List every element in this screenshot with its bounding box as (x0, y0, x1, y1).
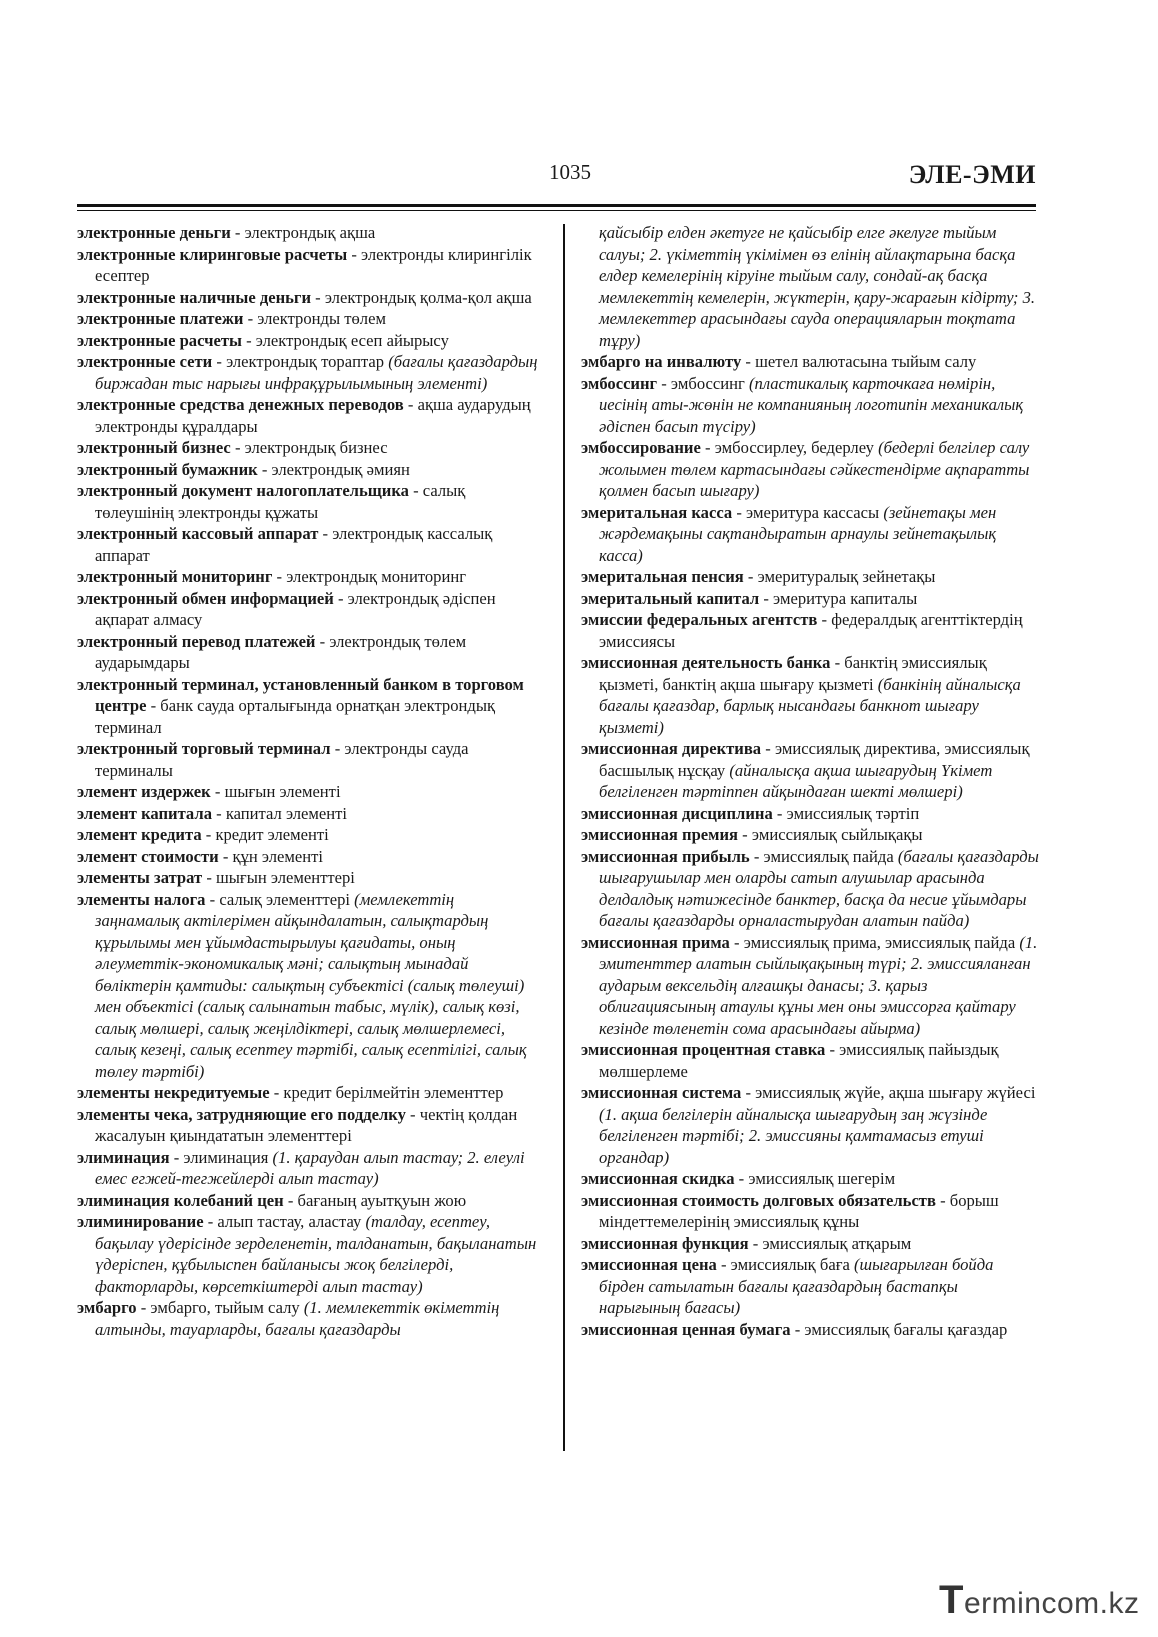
entry-note: (мемлекеттің заңнамалық актілерімен айқындалатын, салықтардың құрылымы мен ұйымдастырылуы қағидаты, оның әлеуметтік-экономикалық мәні; салықтың мынадай бөліктерін қамтиды: салықтың субъектісі (салық төлеуші) мен объектісі (салық салынатын табыс, мүлік), салық көзі, салық мөлшері, салық жеңілдіктері, салық мөлшерлемесі, салық кезеңі, салық есептеу тәртібі, салық есептілігі, салық төлеу тәртібі) (95, 889, 527, 1081)
entry-note: (шығарылған бойда бірден сатылатын бағалы қағаздардың бастапқы нарығының бағасы) (599, 1255, 994, 1317)
entry-translation: электрондық торaптар (226, 352, 389, 371)
dictionary-entry (581, 846, 1041, 932)
logo-mark: T (939, 1578, 964, 1622)
entry-separator: - (408, 481, 423, 500)
entry-term: эмиссионная процентная ставка (581, 1040, 826, 1059)
entry-separator: - (790, 1319, 805, 1339)
entry-term: эмеритальный капитал (581, 588, 760, 608)
dictionary-entry (77, 244, 542, 287)
dictionary-entry (77, 566, 542, 588)
entry-translation: банктің эмиссиялық қызметі, банктің ақша шығару қызметі (599, 653, 987, 694)
entry-term: эмбоссинг (581, 373, 658, 393)
entry-note: (бағалы қағаздарды шығарушылар мен оларды сатып алушылар арасында делдалдық нәтижесінде банктер, басқа да несие ұйымдары бағалы қағаздарды орналастырудан алатын пайда) (599, 846, 1039, 930)
dictionary-entry (77, 351, 542, 394)
entry-note: (1. мемлекеттік өкіметтің алтынды, тауарларды, бағалы қағаздарды (95, 1298, 500, 1339)
entry-separator: - (315, 631, 330, 651)
entry-translation: шығын элементі (224, 782, 341, 801)
entry-separator: - (759, 588, 774, 608)
dictionary-entry (77, 1082, 542, 1104)
entry-term: электронные платежи (77, 309, 244, 328)
entry-term: электронные наличные деньги (77, 287, 312, 307)
entry-term: эмиссионная цена (581, 1255, 717, 1274)
entry-separator: - (205, 889, 220, 909)
entry-separator: - (830, 653, 845, 672)
entry-note: (1. ақша белгілерін айналысқа шығарудың заң жүзінде белгіленген тәртібі; 2. эмиссияны қамтамасыз етуші органдар) (599, 1104, 988, 1167)
entry-term: элиминация колебаний цен (77, 1190, 284, 1210)
entry-note: (бедерлі белгілер салу жолымен төлем картасындағы сәйкестендірме ақпаратты қолмен басып шығару) (599, 438, 1030, 500)
entry-translation: шетел валютасына тыйым салу (755, 352, 977, 371)
entry-translation: электронды сауда терминалы (95, 739, 469, 780)
entry-note: (айналысқа ақша шығарудың Үкімет белгіленген тәртіппен айқындаған шекті мөлшері) (599, 760, 993, 801)
dictionary-entry (581, 1168, 1041, 1190)
entry-term: эмиссионная премия (581, 825, 739, 844)
entry-translation: электронды төлем (257, 309, 386, 328)
dictionary-entry (581, 502, 1041, 567)
entry-translation: эмиссиялық шегерім (748, 1169, 896, 1188)
entry-term: эмиссионная система (581, 1083, 742, 1102)
entry-note: (талдау, есептеу, бақылау үдерісінде зерделенетін, талданатын, бақыланатын үдеріспен, құбылыспен байланысы жоқ белгілерді, факторларды, көрсеткіштерді алып тастау) (95, 1212, 537, 1296)
entry-separator: - (269, 1083, 284, 1102)
dictionary-entry (77, 846, 542, 868)
entry-translation: эмиссиялық сыйлықақы (751, 825, 923, 844)
dictionary-entry (581, 1039, 1041, 1082)
entry-separator: - (700, 438, 715, 457)
entry-term: эмиссионная стоимость долговых обязательств (581, 1190, 936, 1210)
dictionary-entry (77, 222, 542, 244)
entry-translation: эмиссиялық прима, эмиссиялық пайда (743, 932, 1020, 952)
entry-translation: эмиссиялық пайда (763, 846, 898, 866)
entry-translation: капитал элементі (225, 803, 348, 823)
entry-translation: электрондық ақша (244, 223, 376, 242)
entry-separator: - (311, 287, 325, 307)
entry-separator: - (405, 1104, 420, 1124)
entry-translation: электрондық есеп айырысу (255, 330, 449, 350)
entry-separator: - (241, 330, 256, 350)
entry-translation: электронды клирингілік есептер (95, 244, 532, 285)
entry-term: эмиссионная директива (581, 739, 762, 758)
header-rule-thin (77, 210, 1036, 211)
entry-term: электронные деньги (77, 223, 231, 242)
entry-translation: эмбоссирлеу, бедерлеу (714, 438, 879, 457)
entry-separator: - (210, 782, 225, 801)
dictionary-entry (581, 1254, 1041, 1319)
entry-translation: эмеритуралық зейнетақы (757, 567, 936, 586)
dictionary-entry (581, 652, 1041, 738)
dictionary-entry (581, 932, 1041, 1040)
entry-translation: эмбарго, тыйым салу (150, 1298, 304, 1317)
dictionary-entry (77, 803, 542, 825)
entry-translation: банк сауда орталығында орнатқан электрондық терминал (95, 696, 496, 737)
entry-translation: федералдық агенттіктердің эмиссиясы (599, 610, 1023, 651)
entry-separator: - (403, 395, 418, 414)
entry-translation: эмиссиялық тәртіп (786, 803, 920, 823)
dictionary-entry (581, 588, 1041, 610)
dictionary-entry (77, 308, 542, 330)
entry-term: эмиссионная прима (581, 932, 730, 952)
entry-note: (1. қараудан алып тастау; 2. елеулі емес егжей-тегжейлерді алып тастау) (95, 1147, 525, 1188)
entry-separator: - (212, 803, 226, 823)
dictionary-entry (77, 330, 542, 352)
entry-translation: эмиссиялық бағалы қағаздар (804, 1319, 1008, 1339)
dictionary-entry (77, 781, 542, 803)
logo-text: ermincom.kz (963, 1587, 1140, 1620)
entry-separator: - (761, 739, 775, 758)
entry-translation: эмеритура капиталы (773, 588, 918, 608)
entry-term: электронный перевод платежей (77, 631, 316, 651)
entry-term: элементы затрат (77, 868, 203, 887)
entry-translation: эмбоссинг (670, 373, 749, 393)
entry-translation: кредит элементі (215, 825, 329, 844)
entry-separator: - (333, 588, 348, 608)
entry-note: (банкінің айналысқа бағалы қағаздар, барлық нысандағы банкнот шығару қызметі) (599, 674, 1021, 737)
entry-term: эмиссионная прибыль (581, 846, 750, 866)
entry-separator: - (825, 1040, 840, 1059)
entry-separator: - (817, 610, 832, 629)
entry-separator: - (318, 524, 333, 543)
entry-translation: электрондық қолма-қол ақша (324, 287, 532, 307)
dictionary-entry (581, 1233, 1041, 1255)
running-head: ЭЛЕ-ЭМИ (908, 160, 1036, 189)
entry-term: эмиссионная ценная бумага (581, 1319, 791, 1339)
dictionary-entry (77, 738, 542, 781)
entry-term: электронные клиринговые расчеты (77, 244, 348, 264)
entry-term: элемент стоимости (77, 846, 219, 866)
entry-separator: - (136, 1298, 151, 1317)
dictionary-entry (77, 1190, 542, 1212)
entry-term: элемент капитала (77, 803, 212, 823)
entry-separator: - (748, 1233, 763, 1253)
entry-translation: электрондық әмиян (271, 459, 410, 479)
dictionary-entry (581, 1190, 1041, 1233)
entry-separator: - (749, 846, 764, 866)
entry-term: элемент кредита (77, 825, 202, 844)
entry-translation: эмеритура кассасы (746, 502, 884, 522)
entry-separator: - (203, 1212, 218, 1231)
dictionary-entry (77, 867, 542, 889)
entry-term: элиминирование (77, 1212, 204, 1231)
entry-term: электронный торговый терминал (77, 739, 331, 758)
dictionary-entry (581, 566, 1041, 588)
entry-term: элиминация (77, 1147, 170, 1167)
entry-separator: - (212, 352, 227, 371)
entry-translation: электрондық кассалық аппарат (95, 524, 493, 565)
entry-translation: эмиссиялық атқарым (762, 1233, 912, 1253)
dictionary-entry (77, 1211, 542, 1297)
dictionary-entry (77, 480, 542, 523)
entry-term: эмбоссирование (581, 438, 701, 457)
entry-separator: - (201, 825, 216, 844)
entry-term: эмбарго (77, 1298, 137, 1317)
entry-translation: эмиссиялық баға (730, 1255, 855, 1274)
dictionary-entry (581, 1082, 1041, 1168)
continued-entry: қайсыбір елден әкетуге не қайсыбір елге әкелуге тыйым салуы; 2. үкіметтің үкімімен өз елінің айлақтарына басқа елдер кемелерінің кіруіне тыйым салу, сондай-ақ басқа мемлекеттің кемелерін, жүктерін, қару-жарағын кідірту; 3. мемлекеттер арасындағы сауда операцияларын тоқтата тұру) (599, 223, 1036, 350)
dictionary-entry (77, 824, 542, 846)
entry-term: электронный бумажник (77, 459, 258, 479)
entry-separator: - (935, 1190, 950, 1210)
dictionary-entry (77, 394, 542, 437)
entry-separator: - (716, 1255, 731, 1274)
dictionary-entry (581, 373, 1041, 438)
entry-translation: кредит берілмейтін элементтер (283, 1083, 504, 1102)
entry-note: (зейнетақы мен жәрдемақыны сақтандыратын арнаулы зейнетақылық касса) (599, 502, 997, 565)
entry-separator: - (772, 803, 787, 823)
dictionary-entry (77, 523, 542, 566)
entry-term: электронный документ налогоплательщика (77, 481, 409, 500)
entry-separator: - (218, 846, 233, 866)
entry-translation: салық төлеушінің электронды құжаты (95, 481, 466, 522)
entry-translation: электрондық мониторинг (286, 567, 467, 586)
dictionary-entry (77, 1104, 542, 1147)
entry-separator: - (169, 1147, 184, 1167)
dictionary-entry (581, 437, 1041, 502)
dictionary-entry (77, 1147, 542, 1190)
entry-translation: эмиссиялық жүйе, ақша шығару жүйесі (755, 1083, 1036, 1102)
dictionary-entry (77, 437, 542, 459)
entry-separator: - (146, 696, 161, 715)
entry-separator: - (257, 459, 272, 479)
entry-translation: электрондық бизнес (244, 438, 388, 457)
entry-translation: борыш міндеттемелерінің эмиссиялық құны (599, 1190, 999, 1231)
entry-translation: чектің қолдан жасалуын қиындататын элементтері (95, 1104, 518, 1145)
entry-translation: шығын элементтері (216, 868, 355, 887)
entry-term: электронный мониторинг (77, 567, 273, 586)
entry-note: (бағалы қағаздардың биржадан тыс нарығы инфрақұрылымының элементі) (95, 352, 538, 393)
entry-term: электронный терминал, установленный банком в торговом центре (77, 674, 524, 715)
entry-separator: - (347, 244, 362, 264)
entry-term: электронные средства денежных переводов (77, 395, 404, 414)
entry-separator: - (230, 438, 245, 457)
entry-separator: - (283, 1190, 298, 1210)
entry-translation: құн элементі (232, 846, 323, 866)
entry-term: электронные сети (77, 352, 213, 371)
entry-term: электронный обмен информацией (77, 588, 334, 608)
entry-separator: - (743, 567, 758, 586)
entry-translation: алып тастау, аластау (217, 1212, 366, 1231)
dictionary-entry (77, 889, 542, 1083)
dictionary-entry (581, 1319, 1041, 1341)
entry-term: элементы некредитуемые (77, 1083, 270, 1102)
dictionary-entry (77, 631, 542, 674)
entry-separator: - (230, 223, 245, 242)
entry-translation: эмиссиялық директива, эмиссиялық басшылық нұсқау (599, 739, 1030, 780)
right-column (581, 222, 1041, 1340)
page-number: 1035 (549, 160, 591, 184)
entry-term: эмиссионная функция (581, 1233, 749, 1253)
entry-separator: - (741, 1083, 756, 1102)
entry-separator: - (330, 739, 345, 758)
entry-term: элементы чека, затрудняющие его подделку (77, 1104, 406, 1124)
entry-separator: - (734, 1169, 749, 1188)
dictionary-entry (581, 609, 1041, 652)
dictionary-entry (77, 1297, 542, 1340)
left-column (77, 222, 542, 1340)
entry-separator: - (738, 825, 752, 844)
entry-translation: салық элементтері (219, 889, 355, 909)
entry-term: эмиссии федеральных агентств (581, 610, 818, 629)
entry-term: элемент издержек (77, 782, 211, 801)
entry-term: эмиссионная скидка (581, 1169, 735, 1188)
entry-separator: - (272, 567, 287, 586)
entry-translation: элиминация (183, 1147, 273, 1167)
entry-translation: эмиссиялық пайыздық мөлшерлеме (599, 1040, 999, 1081)
entry-term: эмеритальная пенсия (581, 567, 744, 586)
dictionary-entry (581, 824, 1041, 846)
dictionary-entry (581, 738, 1041, 803)
entry-term: электронный кассовый аппарат (77, 524, 319, 543)
dictionary-entry (77, 674, 542, 739)
entry-translation: электрондық әдіспен ақпарат алмасу (95, 588, 496, 629)
entry-term: электронный бизнес (77, 438, 231, 457)
entry-separator: - (202, 868, 216, 887)
entry-separator: - (732, 502, 747, 522)
entry-term: эмиссионная дисциплина (581, 803, 773, 823)
entry-translation: ақша аударудың электронды құралдары (95, 395, 531, 436)
entry-separator: - (657, 373, 671, 393)
entry-term: эмиссионная деятельность банка (581, 653, 831, 672)
entry-note: (пластикалық карточкаға нөмірін, иесінің аты-жөнін не компанияның логотипін механикалық әдіспен басып түсіру) (599, 373, 1024, 436)
entry-translation: электрондық төлем аударымдары (95, 631, 467, 672)
column-divider (563, 224, 565, 1451)
dictionary-entry (77, 459, 542, 481)
dictionary-entry (77, 287, 542, 309)
dictionary-entry (581, 803, 1041, 825)
entry-separator: - (243, 309, 258, 328)
terminkom-logo (939, 1578, 1139, 1623)
dictionary-entry (581, 351, 1041, 373)
entry-term: электронные расчеты (77, 330, 242, 350)
entry-note: (1. эмитенттер алатын сыйлықақының түрі; 2. эмиссияланған аударым вексельдің алғашқы данасы; 3. қарыз облигациясының атаулы құны мен оны эмиссорға қайтару кезінде төленетін сома арасындағы айырма) (599, 932, 1038, 1038)
header-rule (77, 204, 1036, 207)
entry-separator: - (741, 352, 756, 371)
entry-term: элементы налога (77, 889, 206, 909)
dictionary-entry (77, 588, 542, 631)
entry-separator: - (729, 932, 744, 952)
entry-translation: бағаның ауытқуын жою (297, 1190, 467, 1210)
entry-term: эмеритальная касса (581, 502, 733, 522)
entry-term: эмбарго на инвалюту (581, 352, 742, 371)
